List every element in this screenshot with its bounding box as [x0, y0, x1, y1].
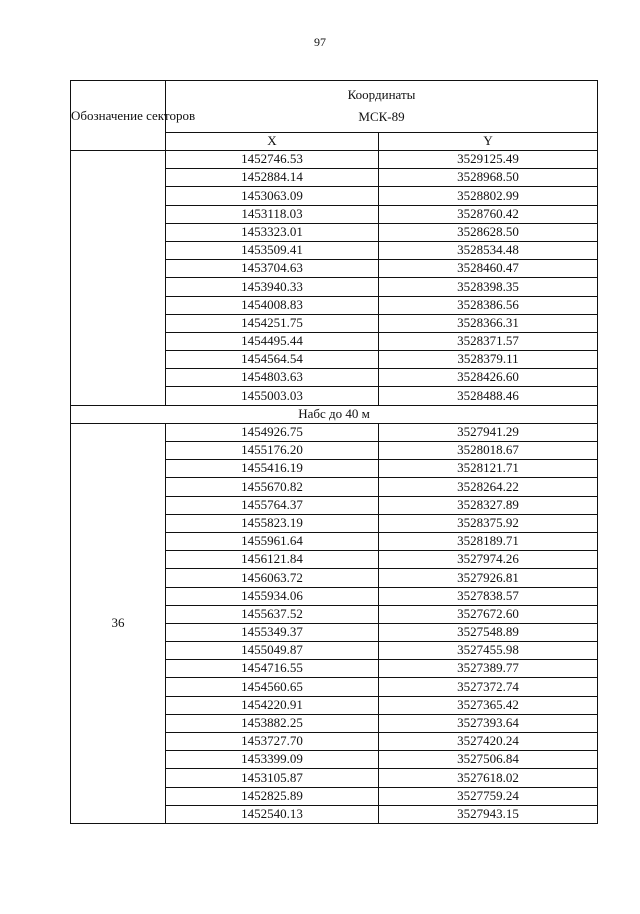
y-value: 3528379.11 — [379, 351, 598, 369]
x-value: 1453882.25 — [166, 714, 379, 732]
y-column-header: Y — [379, 132, 598, 150]
y-value: 3528327.89 — [379, 496, 598, 514]
x-value: 1455670.82 — [166, 478, 379, 496]
y-value: 3528366.31 — [379, 314, 598, 332]
x-value: 1454008.83 — [166, 296, 379, 314]
x-value: 1453509.41 — [166, 241, 379, 259]
y-value: 3527974.26 — [379, 551, 598, 569]
y-value: 3528628.50 — [379, 223, 598, 241]
x-value: 1454803.63 — [166, 369, 379, 387]
y-value: 3527393.64 — [379, 714, 598, 732]
x-value: 1453940.33 — [166, 278, 379, 296]
y-value: 3528802.99 — [379, 187, 598, 205]
x-value: 1454495.44 — [166, 332, 379, 350]
x-value: 1453727.70 — [166, 733, 379, 751]
table-row — [71, 423, 598, 441]
y-value: 3527926.81 — [379, 569, 598, 587]
x-value: 1455764.37 — [166, 496, 379, 514]
block2-rows — [71, 423, 598, 823]
x-value: 1453323.01 — [166, 223, 379, 241]
x-value: 1454251.75 — [166, 314, 379, 332]
x-value: 1455003.03 — [166, 387, 379, 405]
block1-rows — [71, 151, 598, 406]
x-value: 1455637.52 — [166, 605, 379, 623]
y-value: 3528371.57 — [379, 332, 598, 350]
page-number: 97 — [314, 35, 326, 49]
x-value: 1452884.14 — [166, 169, 379, 187]
x-value: 1453063.09 — [166, 187, 379, 205]
x-value: 1454926.75 — [166, 423, 379, 441]
x-value: 1456063.72 — [166, 569, 379, 587]
x-value: 1452540.13 — [166, 805, 379, 823]
y-value: 3528189.71 — [379, 532, 598, 550]
y-value: 3528760.42 — [379, 205, 598, 223]
y-value: 3527389.77 — [379, 660, 598, 678]
x-value: 1453118.03 — [166, 205, 379, 223]
coordinates-header — [166, 81, 598, 133]
y-value: 3528398.35 — [379, 278, 598, 296]
y-value: 3527759.24 — [379, 787, 598, 805]
sector-cell: 36 — [71, 423, 166, 823]
x-value: 1455961.64 — [166, 532, 379, 550]
y-value: 3528460.47 — [379, 260, 598, 278]
sector-header: Обозначение секторов — [71, 81, 166, 151]
y-value: 3527506.84 — [379, 751, 598, 769]
y-value: 3527420.24 — [379, 733, 598, 751]
y-value: 3527672.60 — [379, 605, 598, 623]
coordinates-table — [70, 80, 598, 824]
y-value: 3527455.98 — [379, 642, 598, 660]
height-subheader: Набс до 40 м — [71, 405, 598, 423]
y-value: 3528018.67 — [379, 442, 598, 460]
x-value: 1453105.87 — [166, 769, 379, 787]
x-value: 1454716.55 — [166, 660, 379, 678]
coordinates-header-title: Координаты — [347, 87, 416, 103]
x-value: 1455049.87 — [166, 642, 379, 660]
x-value: 1452825.89 — [166, 787, 379, 805]
y-value: 3528375.92 — [379, 514, 598, 532]
y-value: 3529125.49 — [379, 151, 598, 169]
y-value: 3527838.57 — [379, 587, 598, 605]
y-value: 3527941.29 — [379, 423, 598, 441]
x-value: 1454560.65 — [166, 678, 379, 696]
x-value: 1455176.20 — [166, 442, 379, 460]
table-row — [71, 151, 598, 169]
y-value: 3527943.15 — [379, 805, 598, 823]
y-value: 3527365.42 — [379, 696, 598, 714]
x-value: 1455823.19 — [166, 514, 379, 532]
y-value: 3528968.50 — [379, 169, 598, 187]
x-value: 1454564.54 — [166, 351, 379, 369]
x-column-header: X — [166, 132, 379, 150]
y-value: 3528426.60 — [379, 369, 598, 387]
x-value: 1455349.37 — [166, 623, 379, 641]
y-value: 3528264.22 — [379, 478, 598, 496]
x-value: 1453399.09 — [166, 751, 379, 769]
y-value: 3528121.71 — [379, 460, 598, 478]
y-value: 3527618.02 — [379, 769, 598, 787]
x-value: 1453704.63 — [166, 260, 379, 278]
y-value: 3528386.56 — [379, 296, 598, 314]
x-value: 1454220.91 — [166, 696, 379, 714]
x-value: 1455416.19 — [166, 460, 379, 478]
y-value: 3528488.46 — [379, 387, 598, 405]
y-value: 3527548.89 — [379, 623, 598, 641]
y-value: 3528534.48 — [379, 241, 598, 259]
x-value: 1455934.06 — [166, 587, 379, 605]
sector-cell — [71, 151, 166, 406]
x-value: 1452746.53 — [166, 151, 379, 169]
y-value: 3527372.74 — [379, 678, 598, 696]
coordinates-header-system: МСК-89 — [358, 109, 405, 125]
x-value: 1456121.84 — [166, 551, 379, 569]
